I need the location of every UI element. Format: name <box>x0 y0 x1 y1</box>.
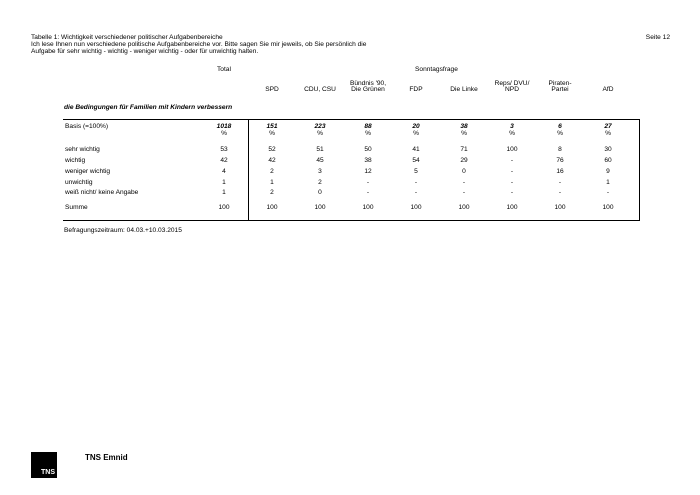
column-header-text <box>304 87 336 94</box>
row-label: wichtig <box>65 157 86 164</box>
table-cell: - <box>510 189 514 196</box>
table-cell: 1 <box>222 189 226 196</box>
row-label: unwichtig <box>65 179 93 186</box>
basis-unit: % <box>509 130 515 137</box>
table-cell: 0 <box>462 168 466 175</box>
summe-cell: 100 <box>458 204 470 211</box>
brand-name: TNS Emnid <box>85 453 128 462</box>
summe-cell: 100 <box>506 204 518 211</box>
column-header-text <box>350 81 386 94</box>
table-cell: 2 <box>270 189 274 196</box>
basis-unit: % <box>557 130 563 137</box>
table-title: Tabelle 1: Wichtigkeit verschiedener politischer Aufgabenbereiche <box>31 34 223 41</box>
table-cell: - <box>510 157 514 164</box>
question-text-2: Aufgabe für sehr wichtig - wichtig - weniger wichtig - oder für unwichtig halten. <box>31 48 259 56</box>
column-header-line2: Die Linke <box>450 86 478 94</box>
table-cell: 53 <box>220 146 228 153</box>
table-cell: 42 <box>220 157 228 164</box>
basis-unit: % <box>269 130 275 137</box>
tns-logo-text: TNS <box>41 469 55 476</box>
table-cell: 9 <box>606 168 610 175</box>
table-cell: - <box>414 179 418 186</box>
table-cell: 5 <box>414 168 418 175</box>
basis-unit: % <box>365 130 371 137</box>
page-number: Seite 12 <box>645 34 670 41</box>
column-header-text <box>265 87 279 94</box>
table-cell: 51 <box>316 146 324 153</box>
table-cell: - <box>414 189 418 196</box>
basis-unit: % <box>461 130 467 137</box>
table-cell: - <box>606 189 610 196</box>
column-header-line2: NPD <box>505 86 519 94</box>
column-header <box>343 78 393 94</box>
table-cell: 12 <box>364 168 372 175</box>
table-cell: - <box>366 179 370 186</box>
summe-cell: 100 <box>266 204 278 211</box>
column-header-line2: AfD <box>602 86 614 94</box>
table-cell: 52 <box>268 146 276 153</box>
table-cell: 50 <box>364 146 372 153</box>
table-cell: - <box>558 179 562 186</box>
summe-cell: 100 <box>218 204 230 211</box>
column-header-text <box>603 87 614 94</box>
table-cell: 54 <box>412 157 420 164</box>
table-cell: - <box>510 179 514 186</box>
basis-cell: 151 <box>266 123 278 130</box>
table-cell: 8 <box>558 146 562 153</box>
table-cell: 1 <box>222 179 226 186</box>
column-header <box>391 78 441 94</box>
table-cell: 2 <box>270 168 274 175</box>
table-cell: 60 <box>604 157 612 164</box>
row-label: weniger wichtig <box>65 168 111 175</box>
table-cell: - <box>366 189 370 196</box>
row-label: weiß nicht/ keine Angabe <box>65 189 139 196</box>
table-cell: 1 <box>270 179 274 186</box>
basis-cell: 1018 <box>216 123 232 130</box>
basis-cell: 20 <box>412 123 420 130</box>
summe-cell: 100 <box>602 204 614 211</box>
question-text-1: Ich lese Ihnen nun verschiedene politische Aufgabenbereiche vor. Bitte sagen Sie mir jeweils, ob Sie persönlich die <box>31 41 367 49</box>
column-header-text <box>450 87 478 94</box>
basis-cell: 88 <box>364 123 372 130</box>
table-cell: 42 <box>268 157 276 164</box>
column-header <box>295 78 345 94</box>
column-header <box>439 78 489 94</box>
basis-label: Basis (=100%) <box>65 123 109 130</box>
table-cell: 0 <box>318 189 322 196</box>
summe-label: Summe <box>65 204 88 211</box>
table-cell: 100 <box>506 146 518 153</box>
basis-unit: % <box>413 130 419 137</box>
basis-cell: 223 <box>314 123 326 130</box>
table-header <box>31 34 451 56</box>
column-header-text <box>409 87 422 94</box>
item-subtitle: die Bedingungen für Familien mit Kindern verbessern <box>64 104 233 111</box>
column-header-line1: Piraten- <box>548 79 572 87</box>
table-cell: 41 <box>412 146 420 153</box>
column-header <box>583 78 633 94</box>
column-header <box>199 78 249 94</box>
summe-cell: 100 <box>314 204 326 211</box>
column-header-line1: Reps/ DVU/ <box>494 79 530 87</box>
column-header-text <box>495 81 530 94</box>
table-cell: - <box>558 189 562 196</box>
table-cell: 76 <box>556 157 564 164</box>
table-cell: 29 <box>460 157 468 164</box>
summe-cell: 100 <box>554 204 566 211</box>
basis-cell: 27 <box>604 123 612 130</box>
column-header <box>535 78 585 94</box>
table-cell: 38 <box>364 157 372 164</box>
column-header-line1: Bündnis '90, <box>349 79 387 87</box>
total-group-label: Total <box>217 66 231 73</box>
table-cell: - <box>462 179 466 186</box>
table-cell: 4 <box>222 168 226 175</box>
basis-cell: 38 <box>460 123 468 130</box>
column-header-line2: Partei <box>551 86 569 94</box>
sonntagsfrage-group-label: Sonntagsfrage <box>415 66 458 73</box>
column-header-line2: SPD <box>265 86 279 94</box>
table-cell: 30 <box>604 146 612 153</box>
basis-cell: 3 <box>510 123 514 130</box>
column-header-line2: CDU, CSU <box>304 86 336 94</box>
survey-period: Befragungszeitraum: 04.03.+10.03.2015 <box>64 227 182 234</box>
table-cell: 45 <box>316 157 324 164</box>
basis-unit: % <box>317 130 323 137</box>
table-cell: - <box>462 189 466 196</box>
basis-unit: % <box>605 130 611 137</box>
table-cell: 3 <box>318 168 322 175</box>
summe-cell: 100 <box>410 204 422 211</box>
column-header-text <box>548 81 571 94</box>
table-cell: - <box>510 168 514 175</box>
table-cell: 1 <box>606 179 610 186</box>
row-label: sehr wichtig <box>65 146 100 153</box>
table-cell: 71 <box>460 146 468 153</box>
column-header-line2: Die Grünen <box>351 86 385 94</box>
basis-cell: 6 <box>558 123 562 130</box>
table-cell: 16 <box>556 168 564 175</box>
basis-unit: % <box>221 130 227 137</box>
column-header <box>487 78 537 94</box>
column-header <box>247 78 297 94</box>
column-header-line2: FDP <box>409 86 423 94</box>
summe-cell: 100 <box>362 204 374 211</box>
tns-logo <box>31 452 57 478</box>
table-cell: 2 <box>318 179 322 186</box>
